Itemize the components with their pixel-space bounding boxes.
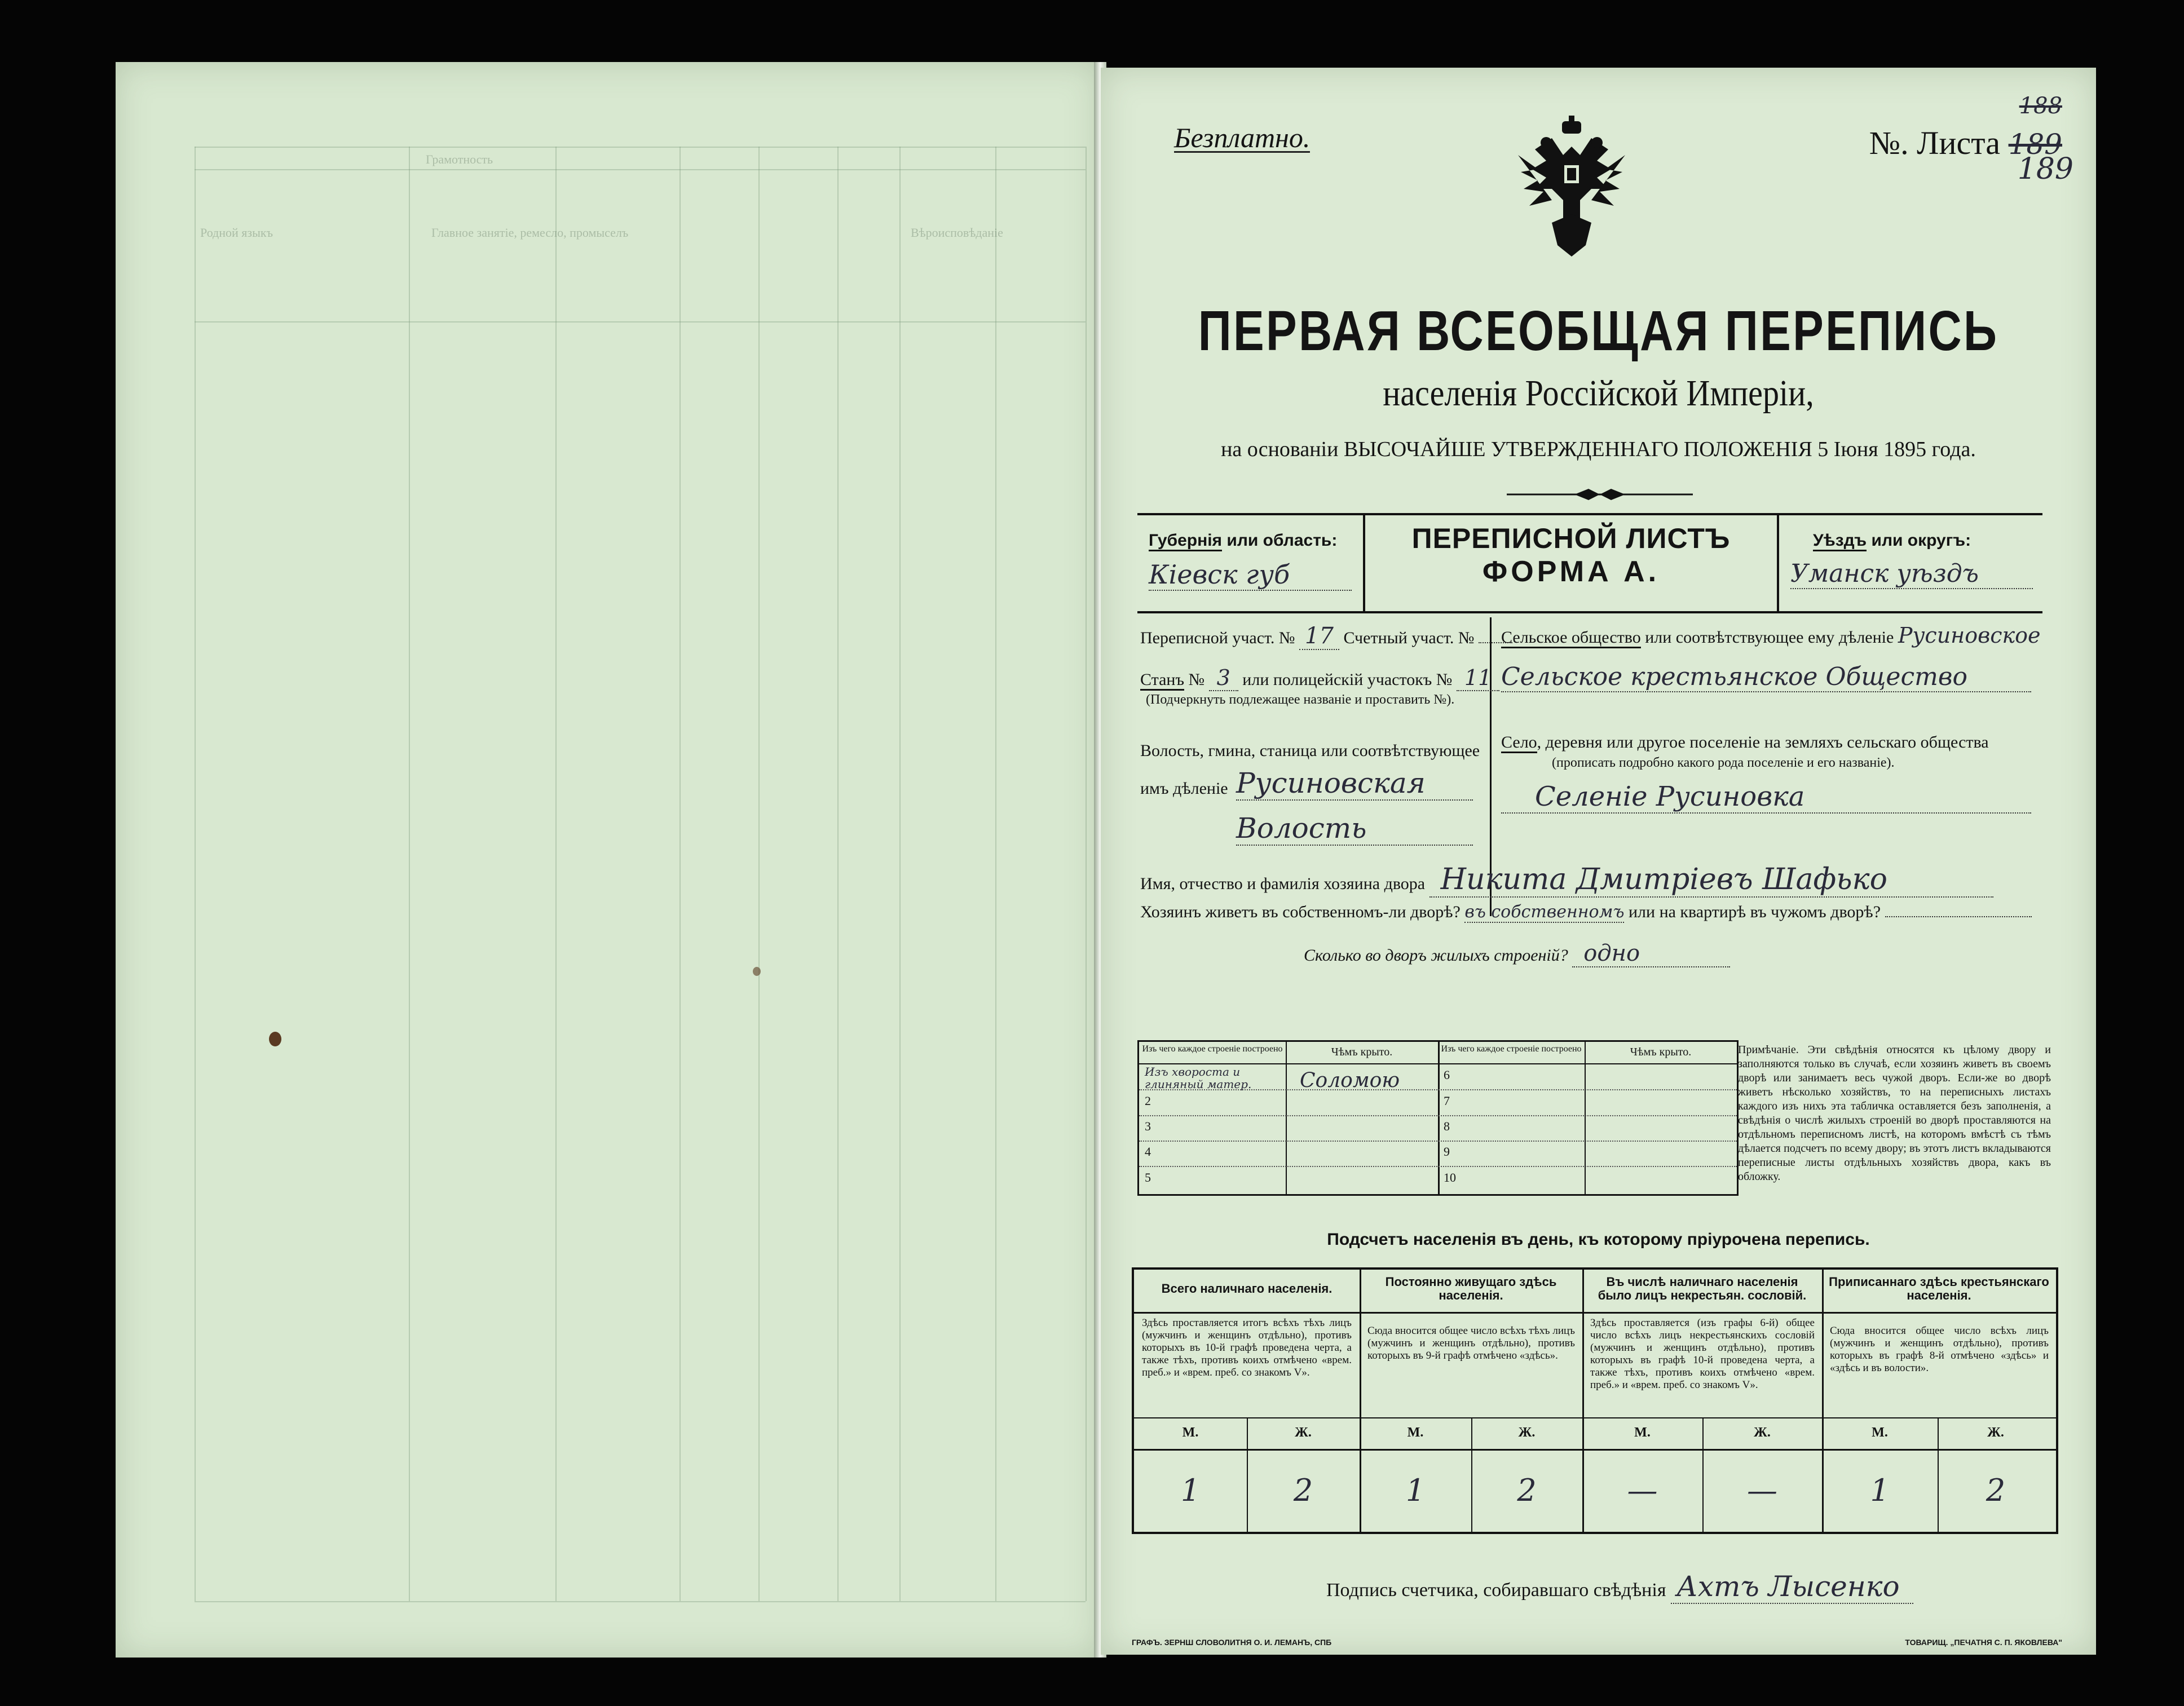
bldg-col-material: Изъ чего каждое строеніе построено (1142, 1044, 1283, 1054)
district-box (1777, 515, 2045, 611)
census-plot-value: 17 (1299, 623, 1339, 650)
volost-label-2: имъ дѣленіе (1140, 779, 1228, 798)
lives-value: въ собственномъ (1464, 902, 1625, 922)
village-field: Село, деревня или другое поселеніе на земляхъ сельскаго общества (1501, 733, 1989, 752)
form-header-box (1137, 513, 2042, 613)
summary-col2-head: Постоянно живущаго здѣсь населенія. (1385, 1275, 1557, 1302)
bldg-row-num: 6 (1444, 1068, 1450, 1082)
summary-value: — (1747, 1473, 1777, 1508)
lives-field: Хозяинъ живетъ въ собственномъ-ли дворѣ? въ собственномъ или на квартирѣ въ чужомъ дворѣ? (1140, 902, 2032, 922)
summary-title: Подсчетъ населенія въ день, къ которому пріурочена перепись. (1327, 1230, 1870, 1249)
ink-stain (753, 967, 761, 976)
signature-field: Подпись счетчика, собиравшаго свѣдѣнія Ахтъ Лысенко (1326, 1570, 1913, 1604)
right-page (1101, 68, 2096, 1655)
summary-value: 2 (1517, 1473, 1537, 1508)
volost-value: Русиновская (1236, 767, 1473, 801)
police-value: 11 (1457, 665, 1499, 691)
village-value: Селеніе Русиновка (1501, 781, 2031, 814)
underline-hint: (Подчеркнуть подлежащее названіе и проставить №). (1146, 692, 1455, 707)
bldg-row-num: 3 (1145, 1119, 1151, 1133)
district-label: Уѣздъ или округъ: (1813, 531, 1971, 550)
province-label: Губернія или область: (1149, 531, 1337, 550)
province-value: Кіевск губ (1149, 559, 1352, 591)
summary-table (1132, 1267, 2058, 1534)
buildings-table (1137, 1040, 1739, 1196)
sheet-number-old: 188 (2019, 93, 2062, 119)
bldg-row-num: 7 (1444, 1094, 1450, 1108)
bldg-row-num: 9 (1444, 1144, 1450, 1159)
bldg-row1-material: Изъ хвороста и глиняный матер. (1145, 1065, 1252, 1091)
female-label: Ж. (1754, 1425, 1771, 1440)
bldg-row-num: 10 (1444, 1170, 1456, 1185)
ink-stain (269, 1032, 281, 1046)
sheet-title: ПЕРЕПИСНОЙ ЛИСТЪ (1411, 523, 1731, 554)
district-value: Уманск уѣздъ (1790, 559, 2033, 589)
province-box (1137, 515, 1365, 611)
census-plot-field: Переписной участ. № 17 Счетный участ. № (1140, 623, 1512, 649)
summary-col3-head: Въ числѣ наличнаго населенія было лицъ некрестьян. сословій. (1598, 1275, 1807, 1302)
male-label: М. (1407, 1425, 1424, 1440)
form-name: ФОРМА А. (1482, 555, 1660, 588)
male-label: М. (1182, 1425, 1199, 1440)
bldg-row1-roof: Соломою (1300, 1069, 1400, 1092)
society-value-2: Сельское крестьянское Общество (1501, 662, 2031, 692)
sheet-title-box (1365, 515, 1777, 611)
female-label: Ж. (1295, 1425, 1312, 1440)
summary-value: 1 (1180, 1473, 1201, 1508)
bldg-row-num: 2 (1145, 1094, 1151, 1108)
sheet-number (1869, 93, 2073, 186)
village-hint: (прописать подробно какого рода поселеніе и его названіе). (1552, 755, 1895, 770)
female-label: Ж. (1987, 1425, 2004, 1440)
sheet-number-new: 189 (2017, 152, 2073, 186)
bldg-col-roof: Чѣмъ крыто. (1331, 1046, 1393, 1058)
left-page (116, 62, 1100, 1658)
bldg-row-num: 4 (1145, 1144, 1151, 1159)
summary-value: 2 (1986, 1473, 2006, 1508)
stan-field: Станъ № 3 или полицейскій участокъ № 11 (1140, 665, 1499, 690)
printer-right: ТОВАРИЩ. „ПЕЧАТНЯ С. П. ЯКОВЛЕВА" (1905, 1638, 2062, 1647)
society-field: Сельское общество или соотвѣтствующее ему дѣленіе Русиновское (1501, 623, 2041, 648)
free-label: Безплатно. (1174, 122, 1311, 153)
ghost-header: Грамотность (426, 152, 493, 166)
summary-col2-desc: Сюда вносится общее число всѣхъ тѣхъ лицъ (мужчинъ и женщинъ отдѣльно), противъ которыхъ въ 9-й графѣ отмѣчено «здѣсь». (1367, 1325, 1575, 1362)
female-label: Ж. (1518, 1425, 1536, 1440)
bldg-col-material-2: Изъ чего каждое строеніе построено (1441, 1044, 1582, 1054)
show-through-grid (195, 147, 1086, 1601)
male-label: М. (1634, 1425, 1651, 1440)
ghost-header: Родной языкъ (200, 226, 273, 240)
census-subtitle: населенія Россійской Имперіи, (1383, 373, 1814, 414)
census-title: ПЕРВАЯ ВСЕОБЩАЯ ПЕРЕПИСЬ (1198, 299, 1999, 363)
volost-value-2: Волость (1236, 812, 1473, 846)
ghost-header: Главное занятіе, ремесло, промыселъ (431, 226, 629, 240)
summary-col1-desc: Здѣсь проставляется итогъ всѣхъ тѣхъ лицъ (мужчинъ и женщинъ отдѣльно), противъ которыхъ въ 10-й графѣ проведена черта, а также тѣхъ, противъ коихъ отмѣчено «врем. преб.» и «врем. преб. со знакомъ V». (1142, 1317, 1352, 1378)
signature-value: Ахтъ Лысенко (1671, 1570, 1913, 1604)
bldg-row-num: 8 (1444, 1119, 1450, 1133)
owner-field: Имя, отчество и фамилія хозяина двора Никита Дмитріевъ Шафько (1140, 863, 1993, 898)
summary-col1-head: Всего наличнаго населенія. (1161, 1281, 1333, 1296)
bldg-col-roof-2: Чѣмъ крыто. (1630, 1046, 1692, 1058)
printer-left: ГРАФЪ. ЗЕРНШ СЛОВОЛИТНЯ О. И. ЛЕМАНЪ, СПБ (1132, 1638, 1332, 1647)
summary-value: 1 (1405, 1473, 1426, 1508)
sheet-number-label: №. Листа (1869, 125, 2001, 161)
male-label: М. (1872, 1425, 1888, 1440)
society-value: Русиновское (1898, 623, 2041, 648)
imperial-eagle-emblem (1512, 116, 1631, 262)
summary-value: — (1627, 1473, 1658, 1508)
summary-value: 1 (1870, 1473, 1890, 1508)
volost-label: Волость, гмина, станица или соотвѣтствующее (1140, 741, 1480, 760)
ornament-divider (1507, 486, 1693, 503)
stan-value: 3 (1209, 665, 1238, 691)
sheet-number-struck: 189 (2008, 128, 2062, 161)
note-text: Примѣчаніе. Эти свѣдѣнія относятся къ цѣлому двору и заполняются только въ случаѣ, если хозяинъ живетъ въ своемъ дворѣ или занимаетъ весь чужой дворъ. Если-же во дворѣ живетъ нѣсколько хозяйствъ, то на переписныхъ листахъ каждого изъ нихъ эта табличка оставляется безъ заполненія, а свѣдѣнія о числѣ жилыхъ строеній во дворѣ проставляются на отдѣльномъ переписномъ листѣ, на которомъ вмѣстѣ съ тѣмъ дѣлается подсчетъ по всему двору; въ этотъ листъ вкладываются переписные листы отдѣльныхъ хозяйствъ двора, какъ въ обложку. (1738, 1044, 2051, 1183)
buildings-field: Сколько во дворъ жилыхъ строеній? одно (1304, 940, 1730, 967)
summary-col4-head: Приписаннаго здѣсь крестьянскаго населенія. (1829, 1275, 2049, 1302)
ghost-header: Вѣроисповѣданіе (911, 226, 1003, 240)
census-basis: на основаніи ВЫСОЧАЙШЕ УТВЕРЖДЕННАГО ПОЛОЖЕНІЯ 5 Іюня 1895 года. (1221, 437, 1976, 461)
summary-col3-desc: Здѣсь проставляется (изъ графы 6-й) общее число всѣхъ лицъ некрестьянскихъ сословій (мужчинъ и женщинъ отдѣльно), противъ которыхъ въ графѣ 10-й проведена черта, а также тѣхъ, противъ коихъ отмѣчено «врем. преб.» и «врем. преб. со знакомъ V». (1590, 1317, 1815, 1391)
owner-value: Никита Дмитріевъ Шафько (1429, 863, 1993, 898)
buildings-value: одно (1572, 940, 1730, 967)
summary-col4-desc: Сюда вносится общее число всѣхъ лицъ (мужчинъ и женщинъ отдѣльно), противъ которыхъ въ графѣ 8-й отмѣчено «здѣсь» и «здѣсь и въ волости». (1830, 1325, 2049, 1374)
bldg-row-num: 5 (1145, 1170, 1151, 1185)
summary-value: 2 (1293, 1473, 1313, 1508)
